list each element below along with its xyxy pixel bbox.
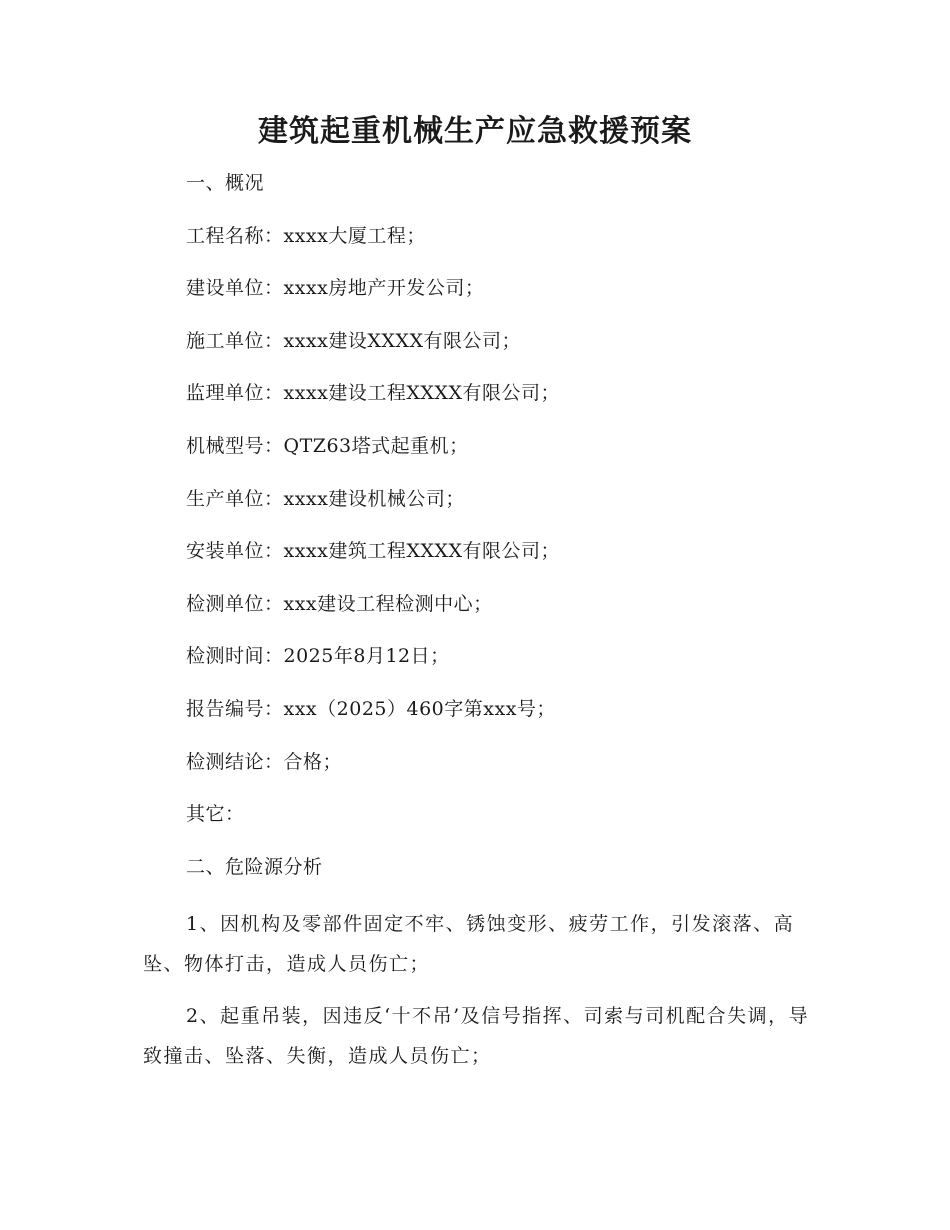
overview-contractor: 施工单位：xxxx建设XXXX有限公司；	[186, 329, 521, 352]
overview-installer: 安装单位：xxxx建筑工程XXXX有限公司；	[186, 540, 560, 563]
section-heading-overview: 一、概况	[186, 172, 265, 194]
overview-machine-model: 机械型号：QTZ63塔式起重机；	[186, 434, 469, 457]
document-title: 建筑起重机械生产应急救援预案	[258, 114, 692, 149]
overview-other: 其它：	[186, 803, 245, 826]
overview-developer: 建设单位：xxxx房地产开发公司；	[186, 277, 485, 300]
overview-inspection-date: 检测时间：2025年8月12日；	[186, 645, 450, 668]
hazard-item-2: 2、起重吊装，因违反‘十不吊’及信号指挥、司索与司机配合失调，导致撞击、坠落、失衡，造成人员伤亡；	[143, 1005, 810, 1068]
overview-conclusion: 检测结论：合格；	[186, 750, 343, 773]
document-body	[143, 168, 813, 1088]
section-heading-hazards: 二、危险源分析	[186, 855, 323, 878]
overview-inspector: 检测单位：xxx建设工程检测中心；	[186, 592, 493, 615]
overview-project-name: 工程名称：xxxx大厦工程；	[186, 224, 426, 247]
overview-manufacturer: 生产单位：xxxx建设机械公司；	[186, 487, 465, 510]
overview-report-number: 报告编号：xxx（2025）460字第xxx号；	[186, 697, 556, 720]
overview-supervisor: 监理单位：xxxx建设工程XXXX有限公司；	[186, 382, 560, 405]
hazard-item-1: 1、因机构及零部件固定不牢、锈蚀变形、疲劳工作，引发滚落、高坠、物体打击，造成人员伤亡；	[143, 913, 795, 976]
